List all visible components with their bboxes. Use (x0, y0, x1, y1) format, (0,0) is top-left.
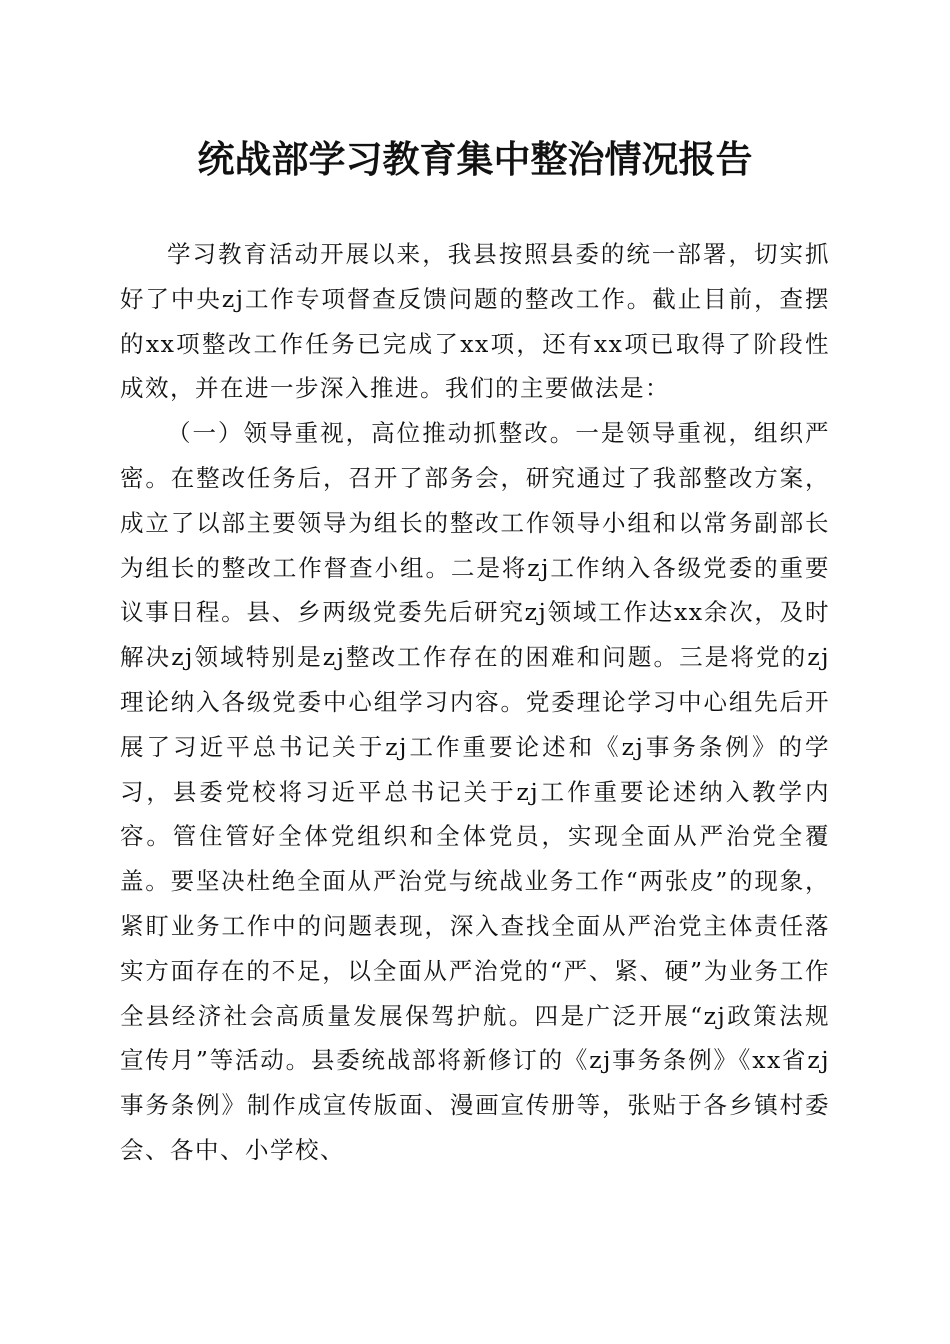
document-body (120, 232, 830, 1173)
section-1-text: 一是领导重视，组织严密。在整改任务后，召开了部务会，研究通过了我部整改方案，成立了以部主要领导为组长的整改工作领导小组和以常务副部长为组长的整改工作督查小组。二是将zj工作纳入各级党委的重要议事日程。县、乡两级党委先后研究zj领域工作达xx余次，及时解决zj领域特别是zj整改工作存在的困难和问题。三是将党的zj理论纳入各级党委中心组学习内容。党委理论学习中心组先后开展了习近平总书记关于zj工作重要论述和《zj事务条例》的学习，县委党校将习近平总书记关于zj工作重要论述纳入教学内容。管住管好全体党组织和全体党员，实现全面从严治党全覆盖。要坚决杜绝全面从严治党与统战业务工作“两张皮”的现象，紧盯业务工作中的问题表现，深入查找全面从严治党主体责任落实方面存在的不足，以全面从严治党的“严、紧、硬”为业务工作全县经济社会高质量发展保驾护航。四是广泛开展“zj政策法规宣传月”等活动。县委统战部将新修订的《zj事务条例》《xx省zj事务条例》制作成宣传版面、漫画宣传册等，张贴于各乡镇村委会、各中、小学校、 (120, 419, 831, 1164)
intro-paragraph-text: 学习教育活动开展以来，我县按照县委的统一部署，切实抓好了中央zj工作专项督查反馈问题的整改工作。截止目前，查摆的xx项整改工作任务已完成了xx项，还有xx项已取得了阶段性成效，并在进一步深入推进。我们的主要做法是： (120, 240, 830, 403)
section-1-heading: （一）领导重视，高位推动抓整改。 (167, 419, 576, 448)
intro-paragraph (120, 232, 830, 411)
document-title: 统战部学习教育集中整治情况报告 (197, 137, 753, 181)
section-1-paragraph (120, 411, 830, 1173)
